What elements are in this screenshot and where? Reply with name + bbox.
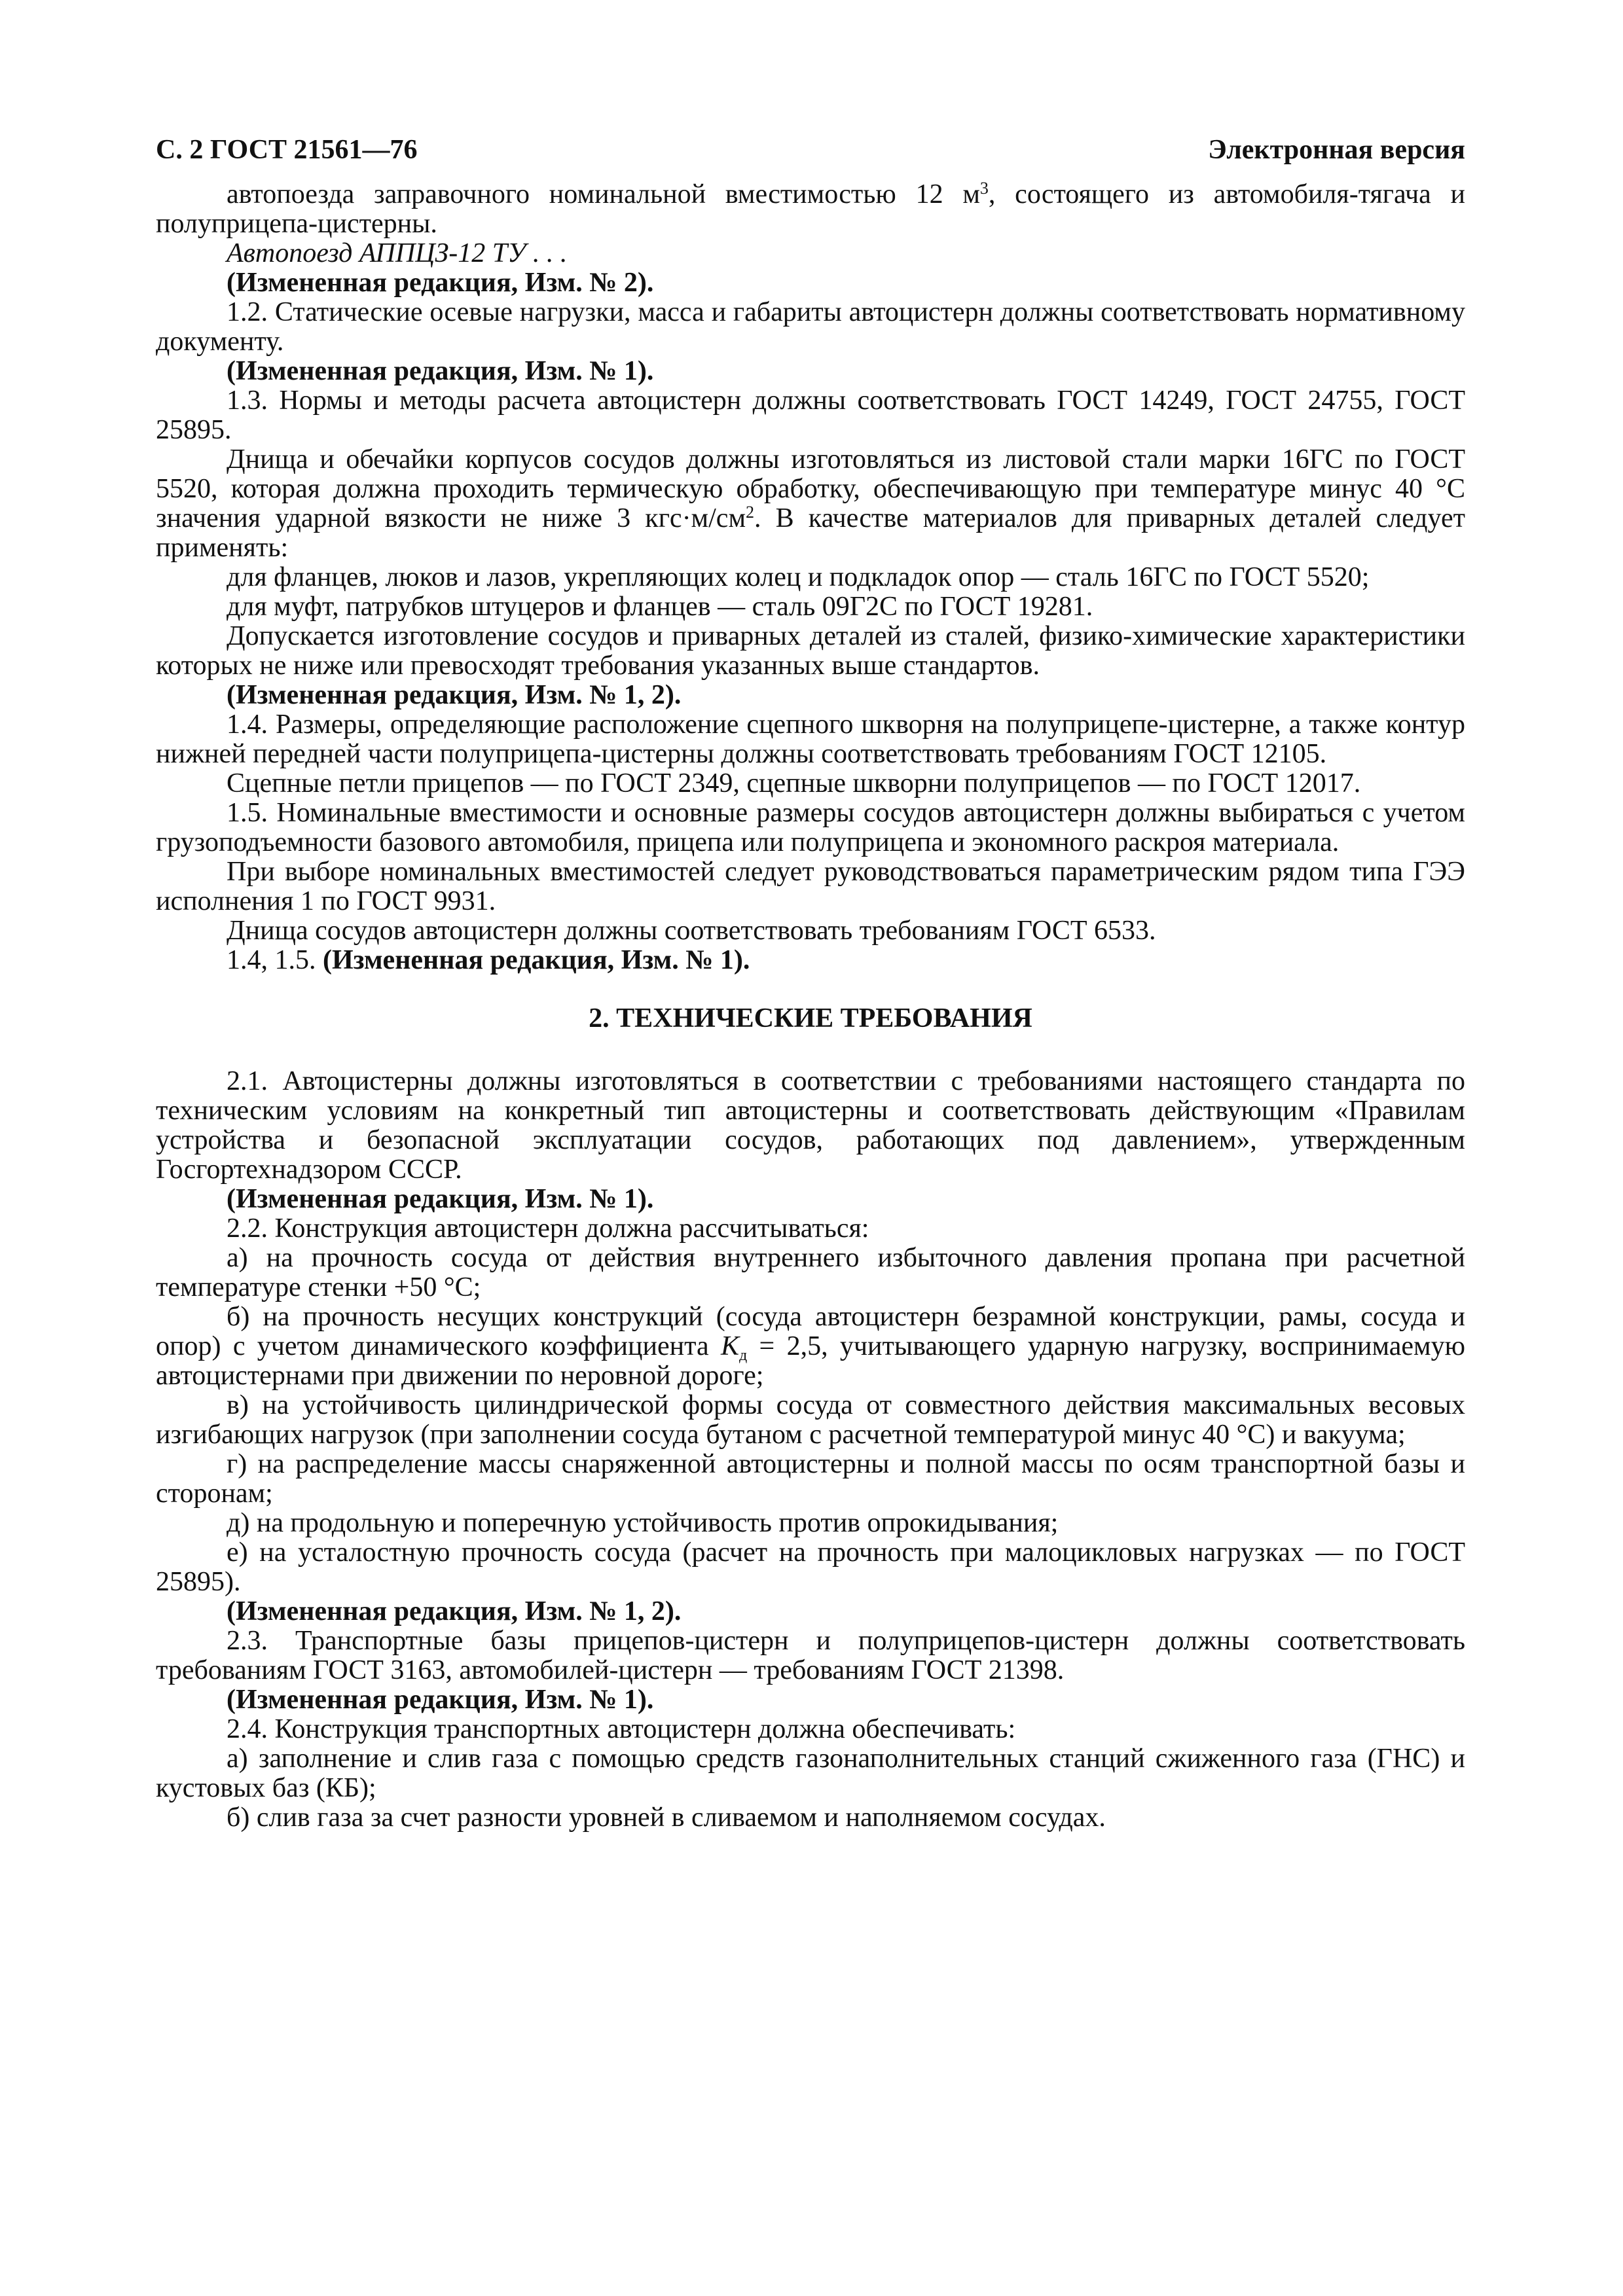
text: Днища и обечайки корпусов сосудов должны изготовляться из листовой стали марки 16ГС по ГОСТ 5520, которая должна проходить термическую обработку, обеспечивающую при температуре минус 40 °С значения ударной вязкости не ниже 3 кгс·м/см: [156, 444, 1465, 533]
text: . В качестве материалов для приварных деталей следует применять:: [156, 503, 1465, 563]
paragraph: [156, 946, 1465, 975]
paragraph: Сцепные петли прицепов — по ГОСТ 2349, сцепные шкворни полуприцепов — по ГОСТ 12017.: [227, 768, 1361, 798]
paragraph: 1.4. Размеры, определяющие расположение сцепного шкворня на полуприцепе-цистерне, а также контур нижней передней части полуприцепа-цистерны должны соответствовать требованиям ГОСТ 12105.: [156, 709, 1465, 769]
revision-note: (Измененная редакция, Изм. № 2).: [227, 268, 654, 298]
paragraph: Допускается изготовление сосудов и приварных деталей из сталей, физико-химические характеристики которых не ниже или превосходят требования указанных выше стандартов.: [156, 621, 1465, 681]
paragraph: Днища сосудов автоцистерн должны соответствовать требованиям ГОСТ 6533.: [227, 916, 1156, 946]
paragraph: а) заполнение и слив газа с помощью средств газонаполнительных станций сжиженного газа (ГНС) и кустовых баз (КБ);: [156, 1744, 1465, 1803]
subscript: д: [739, 1347, 748, 1364]
revision-note: (Измененная редакция, Изм. № 1, 2).: [227, 1596, 682, 1626]
paragraph: 2.1. Автоцистерны должны изготовляться в соответствии с требованиями настоящего стандарта по техническим условиям на конкретный тип автоцистерны и соответствовать действующим «Правилам устройства и безопасной эксплуатации сосудов, работающих под давлением», утвержденным Госгортехнадзором СССР.: [156, 1066, 1465, 1185]
document-page: [156, 134, 1465, 1833]
paragraph: б) слив газа за счет разности уровней в сливаемом и наполняемом сосудах.: [227, 1803, 1106, 1833]
text: б) на прочность несущих конструкций (сосуда автоцистерн безрамной конструкции, рамы, сосуда и опор) с учетом динамического коэффициента: [156, 1302, 1465, 1361]
paragraph: 2.2. Конструкция автоцистерн должна рассчитываться:: [227, 1213, 869, 1244]
paragraph: г) на распределение массы снаряженной автоцистерны и полной массы по осям транспортной базы и сторонам;: [156, 1449, 1465, 1509]
paragraph: 1.3. Нормы и методы расчета автоцистерн должны соответствовать ГОСТ 14249, ГОСТ 24755, ГОСТ 25895.: [156, 386, 1465, 445]
text: = 2,5, учитывающего ударную нагрузку, воспринимаемую автоцистернами при движении по неровной дороге;: [156, 1331, 1465, 1391]
revision-note: (Измененная редакция, Изм. № 1).: [323, 945, 750, 975]
paragraph: для муфт, патрубков штуцеров и фланцев — сталь 09Г2С по ГОСТ 19281.: [227, 592, 1093, 622]
section-title: 2. ТЕХНИЧЕСКИЕ ТРЕБОВАНИЯ: [589, 1003, 1032, 1033]
paragraph: для фланцев, люков и лазов, укрепляющих колец и подкладок опор — сталь 16ГС по ГОСТ 5520;: [227, 562, 1370, 592]
text: , состоящего из автомобиля-тягача и полуприцепа-цистерны.: [156, 179, 1465, 239]
header-left: С. 2 ГОСТ 21561—76: [156, 135, 418, 165]
paragraph: При выборе номинальных вместимостей следует руководствоваться параметрическим рядом типа ГЭЭ исполнения 1 по ГОСТ 9931.: [156, 857, 1465, 916]
revision-note: (Измененная редакция, Изм. № 1).: [227, 356, 654, 386]
paragraph: Автопоезд АППЦЗ-12 ТУ . . .: [227, 238, 568, 268]
coefficient-symbol: K: [720, 1331, 739, 1361]
paragraph: в) на устойчивость цилиндрической формы сосуда от совместного действия максимальных весовых изгибающих нагрузок (при заполнении сосуда бутаном с расчетной температурой минус 40 °С) и вакуума;: [156, 1390, 1465, 1450]
revision-note: (Измененная редакция, Изм. № 1).: [227, 1685, 654, 1715]
superscript: 2: [746, 503, 755, 522]
paragraph: д) на продольную и поперечную устойчивость против опрокидывания;: [227, 1508, 1059, 1538]
revision-note: (Измененная редакция, Изм. № 1, 2).: [227, 680, 682, 710]
paragraph: 2.3. Транспортные базы прицепов-цистерн и полуприцепов-цистерн должны соответствовать требованиям ГОСТ 3163, автомобилей-цистерн — требованиям ГОСТ 21398.: [156, 1626, 1465, 1685]
page-header: [156, 134, 1465, 166]
paragraph: е) на усталостную прочность сосуда (расчет на прочность при малоцикловых нагрузках — по ГОСТ 25895).: [156, 1537, 1465, 1597]
paragraph: а) на прочность сосуда от действия внутреннего избыточного давления пропана при расчетной температуре стенки +50 °С;: [156, 1243, 1465, 1302]
paragraph: [156, 445, 1465, 563]
header-right: Электронная версия: [1208, 135, 1465, 165]
text: 1.4, 1.5.: [227, 945, 323, 975]
superscript: 3: [979, 179, 989, 198]
paragraph: 1.5. Номинальные вместимости и основные размеры сосудов автоцистерн должны выбираться с учетом грузоподъемности базового автомобиля, прицепа или полуприцепа и экономного раскроя материала.: [156, 798, 1465, 857]
paragraph: 2.4. Конструкция транспортных автоцистерн должна обеспечивать:: [227, 1714, 1016, 1744]
revision-note: (Измененная редакция, Изм. № 1).: [227, 1184, 654, 1214]
text: автопоезда заправочного номинальной вместимостью 12 м: [227, 179, 980, 209]
paragraph: [156, 1302, 1465, 1391]
paragraph: 1.2. Статические осевые нагрузки, масса и габариты автоцистерн должны соответствовать нормативному документу.: [156, 297, 1465, 357]
paragraph: [156, 180, 1465, 239]
